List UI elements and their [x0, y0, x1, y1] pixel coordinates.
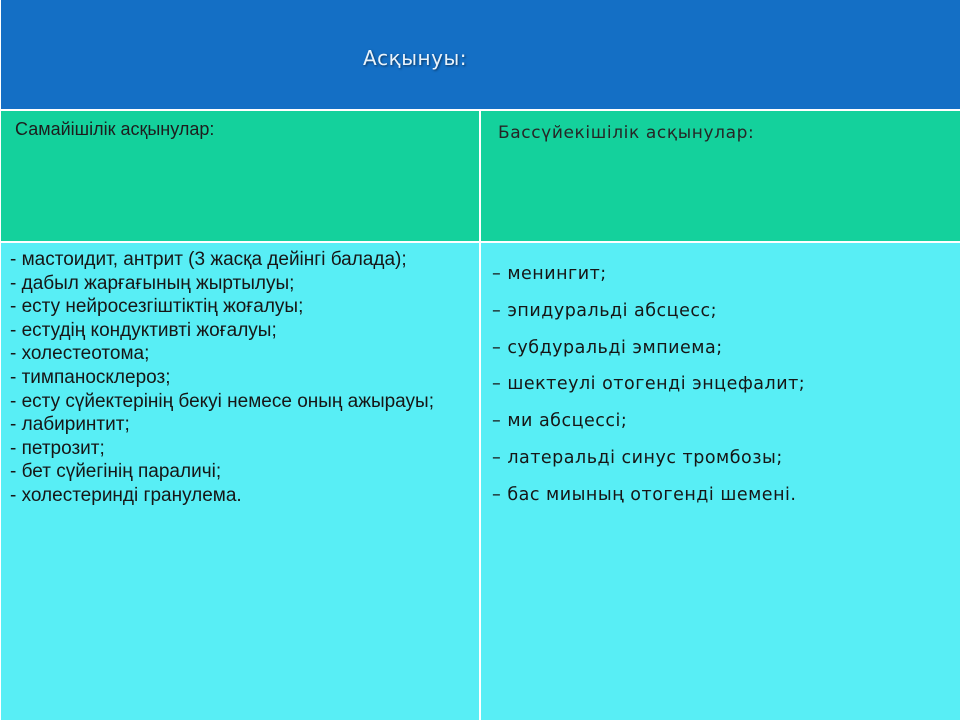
intracranial-complications-cell	[481, 243, 960, 720]
header-temporal-complications	[1, 111, 479, 241]
list-item: - холестеотома;	[10, 343, 150, 365]
header-temporal-label: Самайішілік асқынулар:	[15, 119, 215, 139]
list-item: – бас миының отогенді шемені.	[492, 484, 797, 505]
list-item: - лабиринтит;	[10, 414, 130, 436]
list-item: - холестеринді гранулема.	[10, 484, 242, 506]
slide-title: Асқынуы:	[363, 46, 467, 70]
list-item: – шектеулі отогенді энцефалит;	[492, 374, 806, 395]
header-intracranial-label: Бассүйекішілік асқынулар:	[498, 123, 755, 143]
list-item: - естудің кондуктивті жоғалуы;	[10, 319, 277, 341]
title-band	[1, 0, 960, 109]
list-item: - есту нейросезгіштіктің жоғалуы;	[10, 296, 304, 318]
list-item: – субдуральді эмпиема;	[492, 337, 723, 358]
temporal-complications-cell	[1, 243, 479, 720]
list-item: – эпидуральді абсцесс;	[492, 300, 717, 321]
temporal-complications-list	[10, 248, 479, 508]
list-item: – ми абсцессі;	[492, 411, 628, 432]
list-item: - бет сүйегінің параличі;	[10, 461, 222, 483]
complications-table	[0, 109, 960, 720]
list-item: – латеральді синус тромбозы;	[492, 447, 783, 468]
list-item: - тимпаносклероз;	[10, 366, 171, 388]
list-item: - есту сүйектерінің бекуі немесе оның ажырауы;	[10, 390, 434, 412]
list-item: – менингит;	[492, 264, 607, 284]
header-intracranial-complications	[481, 111, 960, 241]
list-item: - петрозит;	[10, 437, 105, 459]
list-item: - дабыл жарғағының жыртылуы;	[10, 272, 295, 294]
list-item: - мастоидит, антрит (3 жасқа дейінгі балада);	[10, 249, 407, 270]
intracranial-complications-list	[492, 256, 960, 514]
